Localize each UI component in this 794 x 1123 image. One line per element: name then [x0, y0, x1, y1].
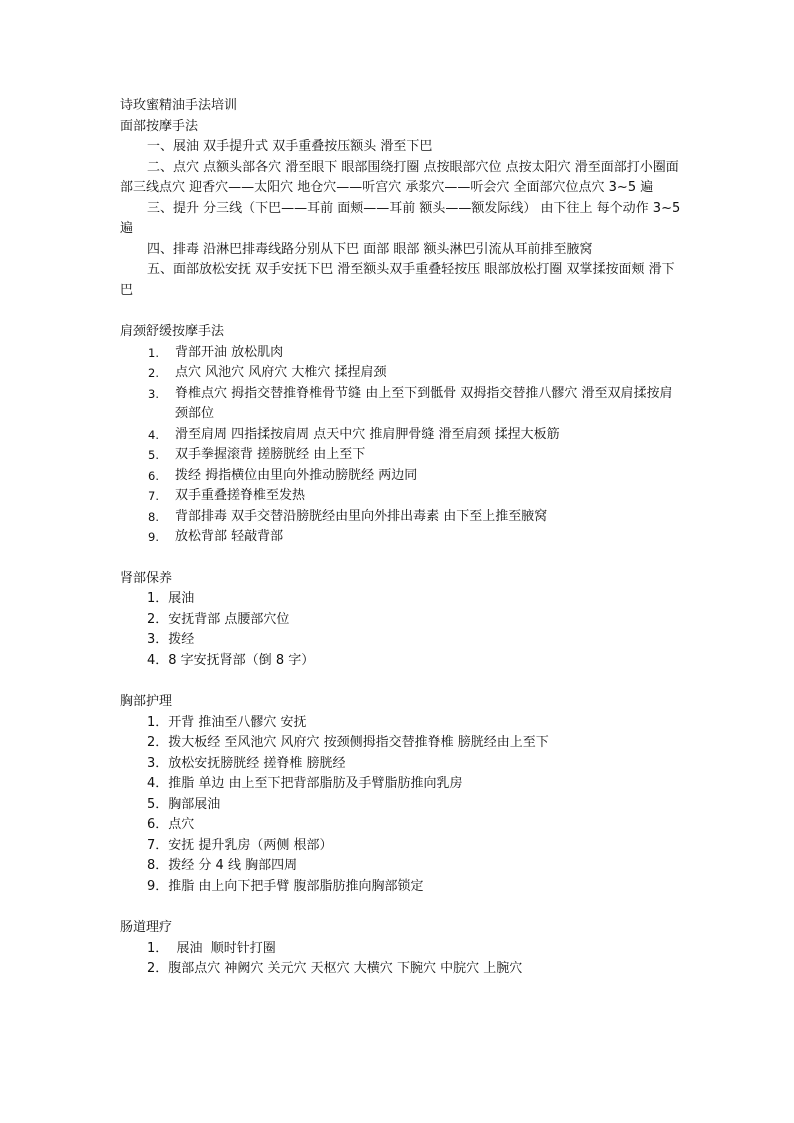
item-text: 点穴 风池穴 风府穴 大椎穴 揉捏肩颈 [175, 365, 387, 380]
item-text: 拨经 分 4 线 胸部四周 [168, 858, 298, 873]
item-number: 2． [147, 611, 169, 627]
list-item [120, 466, 685, 487]
intestine-heading: 肠道理疗 [120, 920, 173, 935]
item-text: 拨大板经 至风池穴 风府穴 按颈侧拇指交替推脊椎 膀胱经由上至下 [168, 735, 549, 750]
item-text: 拨经 拇指横位由里向外推动膀胱经 两边同 [175, 467, 418, 483]
item-number: 3． [147, 755, 169, 771]
item-text: 双手重叠搓脊椎至发热 [175, 488, 306, 503]
list-item [120, 836, 685, 857]
list-item [120, 630, 685, 651]
shoulder-list [120, 343, 685, 548]
shoulder-heading: 肩颈舒缓按摩手法 [120, 324, 225, 339]
item-number: 4. [148, 427, 159, 442]
facial-step-4: 四、排毒 沿淋巴排毒线路分别从下巴 面部 眼部 额头淋巴引流从耳前排至腋窝 [147, 241, 593, 257]
item-number: 5. [148, 448, 159, 462]
list-item [120, 486, 685, 507]
item-number: 5． [147, 796, 169, 812]
item-number: 6. [148, 468, 159, 483]
item-number: 9. [148, 530, 159, 544]
list-item [120, 610, 685, 631]
list-item [120, 733, 685, 754]
item-number: 4． [147, 652, 169, 668]
item-number: 8. [148, 509, 159, 524]
document-title: 诗玫蜜精油手法培训 [120, 98, 238, 113]
list-item [120, 815, 685, 836]
item-number: 1． [147, 591, 169, 606]
list-item [120, 754, 685, 775]
list-item [120, 507, 685, 528]
facial-heading: 面部按摩手法 [120, 118, 199, 134]
kidney-list [120, 589, 685, 671]
list-item [120, 877, 685, 898]
item-number: 2． [147, 735, 169, 750]
section-spacer [120, 548, 685, 569]
section-spacer [120, 301, 685, 322]
list-item [120, 343, 685, 364]
item-text: 背部开油 放松肌肉 [175, 344, 284, 360]
item-text: 腹部点穴 神阙穴 关元穴 天枢穴 大横穴 下腕穴 中脘穴 上腕穴 [168, 961, 523, 976]
facial-step-1: 一、展油 双手提升式 双手重叠按压额头 滑至下巴 [147, 139, 433, 154]
list-item [120, 774, 685, 795]
list-item [120, 651, 685, 672]
item-text: 双手拳握滚背 搓膀胱经 由上至下 [175, 447, 366, 462]
item-text: 8 字安抚肾部（倒 8 字） [168, 652, 315, 668]
facial-step-2: 二、点穴 点额头部各穴 滑至眼下 眼部围绕打圈 点按眼部穴位 点按太阳穴 滑至面部打小圈面部三线点穴 迎香穴——太阳穴 地仓穴——听宫穴 承浆穴——听会穴 全面部穴位点穴 3~5 遍 [120, 159, 679, 195]
document-page [120, 96, 685, 980]
item-text: 背部排毒 双手交替沿膀胱经由里向外排出毒素 由下至上推至腋窝 [175, 508, 548, 524]
item-text: 放松背部 轻敲背部 [175, 529, 284, 544]
list-item [120, 856, 685, 877]
list-item [120, 959, 685, 980]
facial-step-5: 五、面部放松安抚 双手安抚下巴 滑至额头双手重叠轻按压 眼部放松打圈 双掌揉按面颊 滑下巴 [120, 262, 675, 298]
list-item [120, 384, 685, 425]
chest-list [120, 713, 685, 898]
item-text: 滑至肩周 四指揉按肩周 点天中穴 推肩胛骨缝 滑至肩颈 揉捏大板筋 [175, 426, 560, 442]
list-item [120, 363, 685, 384]
intestine-list [120, 939, 685, 980]
item-number: 3． [147, 632, 169, 647]
list-item [120, 713, 685, 734]
item-number: 2. [148, 366, 159, 380]
item-text: 推脂 由上向下把手臂 腹部脂肪推向胸部锁定 [168, 878, 424, 894]
item-number: 1． [147, 940, 169, 956]
item-text: 点穴 [168, 817, 195, 832]
facial-step-3: 三、提升 分三线（下巴——耳前 面颊——耳前 额头——额发际线） 由下往上 每个动作 3~5 遍 [120, 200, 681, 236]
list-item [120, 939, 685, 960]
item-number: 4． [147, 776, 169, 791]
item-text: 脊椎点穴 拇指交替推脊椎骨节缝 由上至下到骶骨 双拇指交替推八髎穴 滑至双肩揉按肩颈部位 [175, 385, 673, 421]
item-number: 7. [148, 489, 159, 503]
item-text: 开背 推油至八髎穴 安抚 [168, 714, 307, 730]
item-number: 9． [147, 878, 169, 894]
list-item [120, 445, 685, 466]
item-text: 展油 [168, 591, 195, 606]
kidney-heading: 肾部保养 [120, 570, 173, 586]
item-text: 安抚 提升乳房（两侧 根部） [168, 837, 333, 853]
chest-heading: 胸部护理 [120, 694, 173, 709]
item-number: 1． [147, 714, 169, 730]
item-number: 8． [147, 858, 169, 873]
item-text: 展油 顺时针打圈 [168, 940, 276, 956]
item-text: 放松安抚膀胱经 搓脊椎 膀胱经 [168, 755, 346, 771]
list-item [120, 795, 685, 816]
item-text: 安抚背部 点腰部穴位 [168, 611, 290, 627]
item-number: 6． [147, 817, 169, 832]
item-number: 2． [147, 961, 169, 976]
item-text: 胸部展油 [168, 796, 221, 812]
section-spacer [120, 897, 685, 918]
item-number: 3. [148, 386, 159, 401]
item-text: 拨经 [168, 632, 195, 647]
section-spacer [120, 671, 685, 692]
list-item [120, 425, 685, 446]
list-item [120, 589, 685, 610]
item-text: 推脂 单边 由上至下把背部脂肪及手臂脂肪推向乳房 [168, 776, 463, 791]
list-item [120, 527, 685, 548]
item-number: 1. [148, 345, 159, 360]
item-number: 7． [147, 837, 169, 853]
